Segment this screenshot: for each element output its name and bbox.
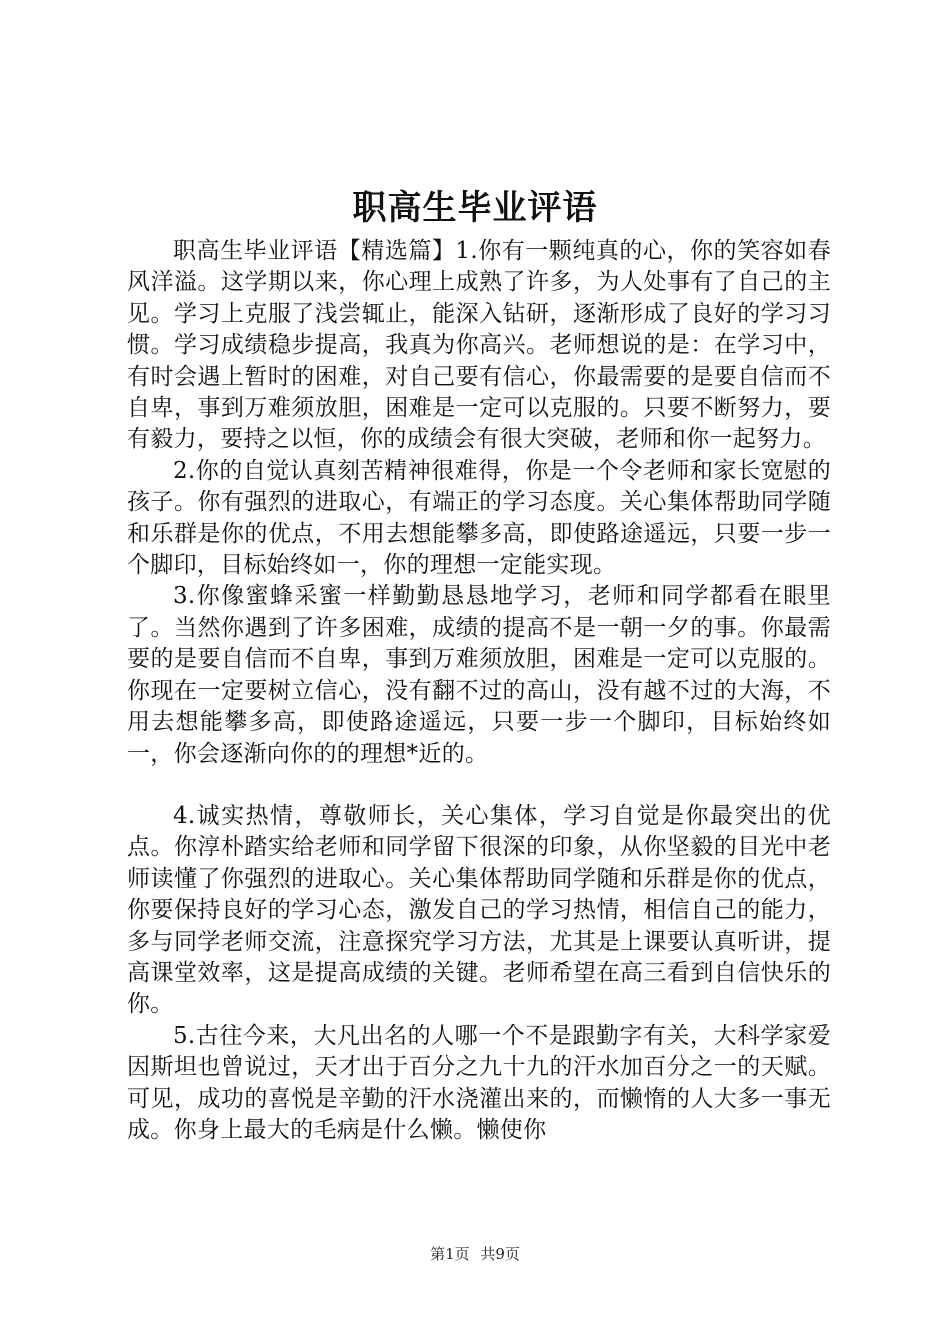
- paragraph-1: 职高生毕业评语【精选篇】1.你有一颗纯真的心，你的笑容如春风洋溢。这学期以来，你心理上成熟了许多，为人处事有了自己的主见。学习上克服了浅尝辄止，能深入钻研，逐渐形成了良好的学习习惯。学习成绩稳步提高，我真为你高兴。老师想说的是：在学习中，有时会遇上暂时的困难，对自己要有信心，你最需要的是要自信而不自卑，事到万难须放胆，困难是一定可以克服的。只要不断努力，要有毅力，要持之以恒，你的成绩会有很大突破，老师和你一起努力。: [127, 238, 831, 453]
- page-total: 共9页: [480, 1245, 520, 1263]
- paragraph-3: 3.你像蜜蜂采蜜一样勤勤恳恳地学习，老师和同学都看在眼里了。当然你遇到了许多困难，成绩的提高不是一朝一夕的事。你最需要的是要自信而不自卑，事到万难须放胆，困难是一定可以克服的。你现在一定要树立信心，没有翻不过的高山，没有越不过的大海，不用去想能攀多高，即使路途遥远，只要一步一个脚印，目标始终如一，你会逐渐向你的的理想*近的。: [127, 583, 831, 767]
- paragraph-5: 5.古往今来，大凡出名的人哪一个不是跟勤字有关，大科学家爱因斯坦也曾说过，天才出于百分之九十九的汗水加百分之一的天赋。可见，成功的喜悦是辛勤的汗水浇灌出来的，而懒惰的人大多一事无成。你身上最大的毛病是什么懒。懒使你: [127, 1022, 831, 1143]
- document-title: 职高生毕业评语: [352, 188, 598, 228]
- paragraph-4: 4.诚实热情，尊敬师长，关心集体，学习自觉是你最突出的优点。你淳朴踏实给老师和同学留下很深的印象，从你坚毅的目光中老师读懂了你强烈的进取心。关心集体帮助同学随和乐群是你的优点，你要保持良好的学习心态，激发自己的学习热情，相信自己的能力，多与同学老师交流，注意探究学习方法，尤其是上课要认真听讲，提高课堂效率，这是提高成绩的关键。老师希望在高三看到自信快乐的你。: [127, 802, 831, 1018]
- paragraph-2: 2.你的自觉认真刻苦精神很难得，你是一个令老师和家长宽慰的孩子。你有强烈的进取心，有端正的学习态度。关心集体帮助同学随和乐群是你的优点，不用去想能攀多高，即使路途遥远，只要一步一个脚印，目标始终如一，你的理想一定能实现。: [127, 457, 831, 579]
- page-number: 第1页: [430, 1245, 470, 1263]
- document-body: [127, 236, 831, 1146]
- page-footer: [0, 1244, 950, 1264]
